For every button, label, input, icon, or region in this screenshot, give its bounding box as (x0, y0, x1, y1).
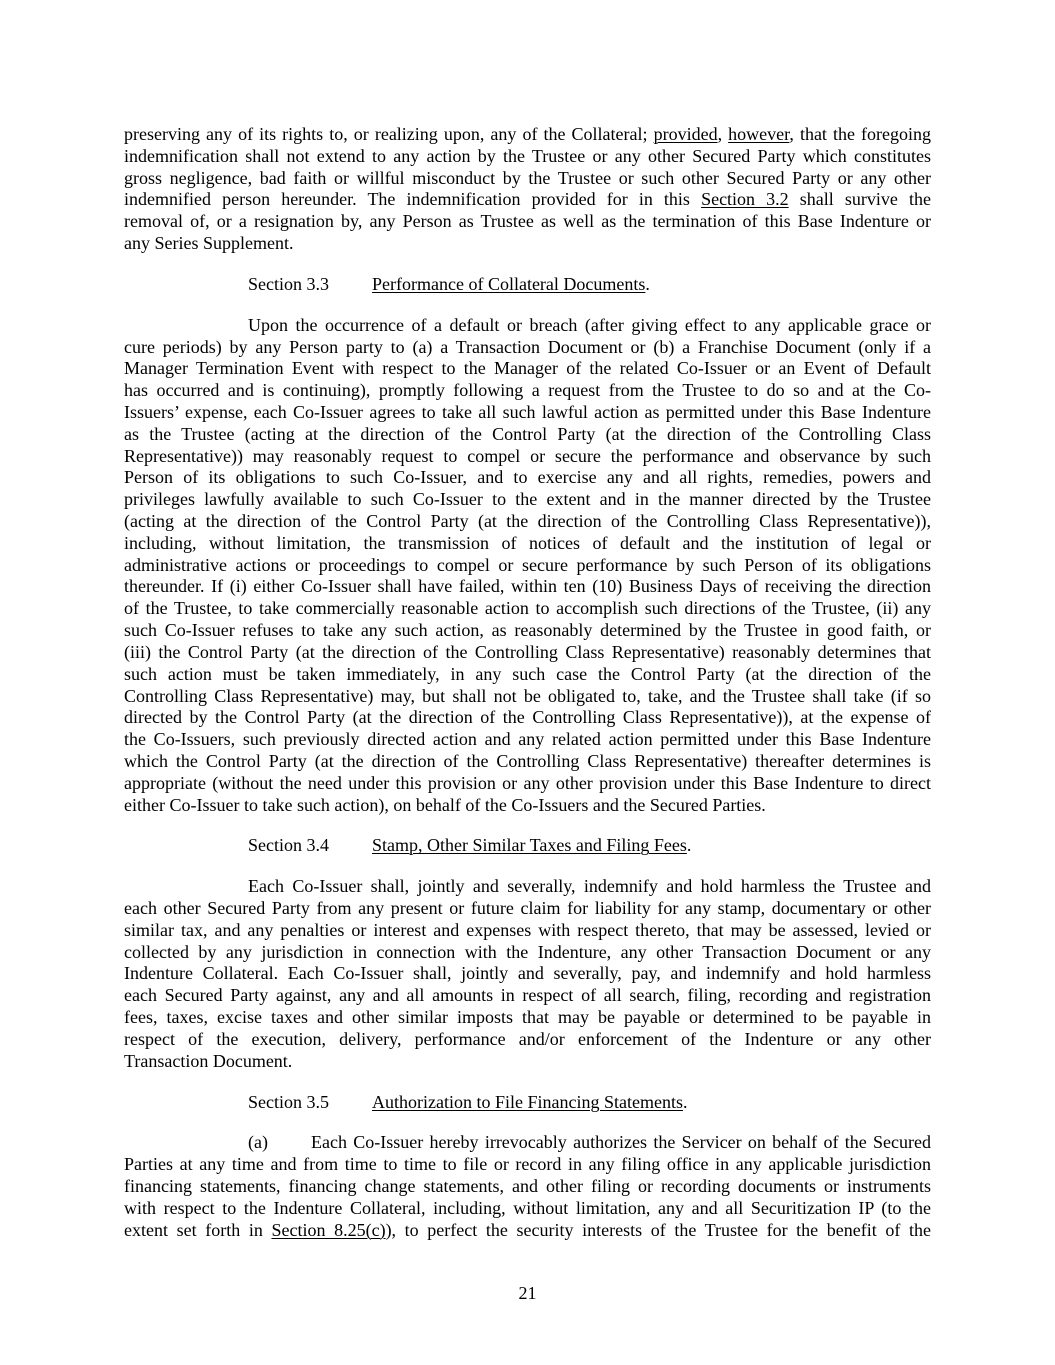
line-text: including, without limitation, the transmission of notices of default and the institution of legal or (124, 532, 931, 553)
paragraph-line (124, 402, 931, 424)
section-title-period: . (686, 835, 692, 856)
line-text: each other Secured Party from any present or future claim for liability for any stamp, documentary or other (124, 898, 931, 918)
line-text: has occurred and is continuing), promptly following a request from the Trustee to do so and at the Co- (124, 380, 931, 401)
line-text: (acting at the direction of the Control Party (at the direction of the Controlling Class Representative)), (124, 511, 931, 531)
line-text: removal of, or a resignation by, any Person as Trustee as well as the termination of this Base Indenture or (124, 211, 931, 232)
line-text: Representative)) may reasonably request to compel or secure the performance and observance by such (124, 445, 931, 466)
line-text: (iii) the Control Party (at the direction of the Controlling Class Representative) reasonably determines that (124, 641, 931, 662)
list-marker: (a) (248, 1132, 268, 1153)
line-text: cure periods) by any Person party to (a) a Transaction Document or (b) a Franchise Document (only if a (124, 336, 931, 357)
paragraph-line (124, 555, 931, 577)
paragraph-line (124, 642, 931, 664)
line-text: Each Co-Issuer shall, jointly and severally, indemnify and hold harmless the Trustee and (248, 876, 931, 897)
line-text: shall survive the (788, 189, 931, 210)
paragraph-line (124, 707, 931, 729)
underlined-text: Section 3.2 (701, 189, 789, 210)
line-text: Each Co-Issuer hereby irrevocably authorizes the Servicer on behalf of the Secured (311, 1132, 931, 1153)
section-number: Section 3.4 (248, 835, 329, 856)
paragraph-line (124, 942, 931, 964)
paragraph-line (124, 146, 931, 168)
line-text: each Secured Party against, any and all amounts in respect of all search, filing, recording and registration (124, 985, 931, 1006)
paragraph-line (124, 1007, 931, 1029)
paragraph-line (124, 1051, 931, 1073)
paragraph-line (124, 898, 931, 920)
line-text: such action must be taken immediately, in any such case the Control Party (at the direction of the (124, 663, 931, 684)
page-number: 21 (518, 1283, 537, 1303)
paragraph-line (124, 511, 931, 533)
line-text: such Co-Issuer refuses to take any such action, as reasonably determined by the Trustee in good faith, or (124, 620, 931, 641)
line-text: of the Trustee, to take commercially reasonable action to accomplish such directions of the Trustee, (ii) any (124, 598, 931, 619)
paragraph-line (124, 620, 931, 642)
line-text: respect of the execution, delivery, performance and/or enforcement of the Indenture or any other (124, 1028, 931, 1049)
section-number: Section 3.5 (248, 1091, 329, 1112)
underlined-text: provided (653, 124, 718, 144)
underlined-text: however (728, 124, 790, 144)
line-text: the Co-Issuers, such previously directed action and any related action permitted under this Base Indenture (124, 729, 931, 750)
line-text: ), to perfect the security interests of the Trustee for the benefit of the (385, 1219, 931, 1240)
paragraph-line (124, 576, 931, 598)
paragraph-line (124, 233, 931, 255)
line-text: which the Control Party (at the direction of the Controlling Class Representative) thereafter determines is (124, 750, 931, 771)
line-text: gross negligence, bad faith or willful misconduct by the Trustee or such other Secured Party or any other (124, 167, 931, 188)
underlined-text: Section 8.25(c) (271, 1219, 386, 1240)
section-heading (124, 1092, 931, 1114)
line-text: Parties at any time and from time to time to file or record in any filing office in any applicable jurisdiction (124, 1154, 931, 1175)
line-text: , (717, 124, 729, 144)
line-text: collected by any jurisdiction in connection with the Indenture, any other Transaction Document or any (124, 941, 931, 962)
line-text: Issuers’ expense, each Co-Issuer agrees to take all such lawful action as permitted under this Base Indenture (124, 401, 931, 422)
paragraph-line (124, 876, 931, 898)
line-text: any Series Supplement. (124, 233, 294, 254)
paragraph-line (124, 124, 931, 146)
paragraph-line (124, 489, 931, 511)
line-text: administrative actions or proceedings to compel or secure performance by such Person of its obligations (124, 554, 931, 575)
section-number: Section 3.3 (248, 273, 329, 294)
paragraph-line (124, 380, 931, 402)
line-text: extent set forth in (124, 1219, 272, 1240)
paragraph-line (124, 985, 931, 1007)
paragraph-line (124, 686, 931, 708)
paragraph (124, 1132, 931, 1241)
line-text: Indenture Collateral. Each Co-Issuer shall, jointly and severally, pay, and indemnify and hold harmless (124, 963, 931, 984)
paragraph (124, 315, 931, 817)
paragraph-line (124, 795, 931, 817)
line-text: with respect to the Indenture Collateral, including, without limitation, any and all Securitization IP (to the (124, 1197, 931, 1218)
paragraph-line (124, 446, 931, 468)
paragraph (124, 876, 931, 1072)
paragraph-line (124, 920, 931, 942)
line-text: financing statements, financing change statements, and other filing or recording documents or instruments (124, 1175, 931, 1196)
line-text: indemnification shall not extend to any action by the Trustee or any other Secured Party which constitutes (124, 145, 931, 166)
section-title: Authorization to File Financing Statements (372, 1091, 683, 1112)
line-text: , that the foregoing (789, 124, 932, 144)
paragraph-line (124, 358, 931, 380)
section-title: Performance of Collateral Documents (372, 273, 646, 294)
paragraph-line (124, 729, 931, 751)
line-text: preserving any of its rights to, or realizing upon, any of the Collateral; (124, 124, 654, 144)
section-title-period: . (682, 1091, 688, 1112)
paragraph-line (124, 189, 931, 211)
line-text: Controlling Class Representative) may, but shall not be obligated to, take, and the Trustee shall take (if so (124, 685, 931, 706)
paragraph-line (124, 168, 931, 190)
paragraph-line (124, 1176, 931, 1198)
paragraph-line (124, 424, 931, 446)
section-title-period: . (645, 273, 650, 294)
paragraph-line (124, 533, 931, 555)
paragraph-line (124, 211, 931, 233)
line-text: as the Trustee (acting at the direction of the Control Party (at the direction of the Controlling Class (124, 423, 931, 444)
line-text: Person of its obligations to such Co-Issuer, and to exercise any and all rights, remedies, powers and (124, 467, 931, 488)
line-text: Transaction Document. (124, 1050, 293, 1071)
document-body (124, 124, 931, 1241)
line-text: Manager Termination Event with respect to the Manager of the related Co-Issuer or an Event of Default (124, 358, 931, 379)
paragraph (124, 124, 931, 255)
paragraph-line (124, 773, 931, 795)
paragraph-line (124, 963, 931, 985)
paragraph-line (124, 1154, 931, 1176)
paragraph-line (124, 1029, 931, 1051)
paragraph-line (124, 664, 931, 686)
line-text: Upon the occurrence of a default or breach (after giving effect to any applicable grace or (248, 314, 931, 335)
line-text: appropriate (without the need under this provision or any other provision under this Base Indenture to direct (124, 772, 931, 793)
paragraph-line (124, 1198, 931, 1220)
line-text: privileges lawfully available to such Co-Issuer to the extent and in the manner directed by the Trustee (124, 489, 931, 510)
line-text: similar tax, and any penalties or interest and expenses with respect thereto, that may be assessed, levied or (124, 919, 931, 940)
paragraph-line (124, 467, 931, 489)
line-text: thereunder. If (i) either Co-Issuer shall have failed, within ten (10) Business Days of receiving the direction (124, 576, 931, 597)
paragraph-line (124, 1132, 931, 1154)
line-text: either Co-Issuer to take such action), on behalf of the Co-Issuers and the Secured Parties. (124, 794, 766, 815)
paragraph-line (124, 337, 931, 359)
paragraph-line (124, 1220, 931, 1242)
paragraph-line (124, 315, 931, 337)
paragraph-line (124, 751, 931, 773)
line-text: indemnified person hereunder. The indemnification provided for in this (124, 189, 702, 210)
line-text: directed by the Control Party (at the direction of the Controlling Class Representative)), at the expense of (124, 707, 931, 728)
section-heading (124, 274, 931, 296)
section-title: Stamp, Other Similar Taxes and Filing Fees (372, 835, 687, 856)
line-text: fees, taxes, excise taxes and other similar imposts that may be payable or determined to be payable in (124, 1007, 931, 1028)
paragraph-line (124, 598, 931, 620)
section-heading (124, 835, 931, 857)
